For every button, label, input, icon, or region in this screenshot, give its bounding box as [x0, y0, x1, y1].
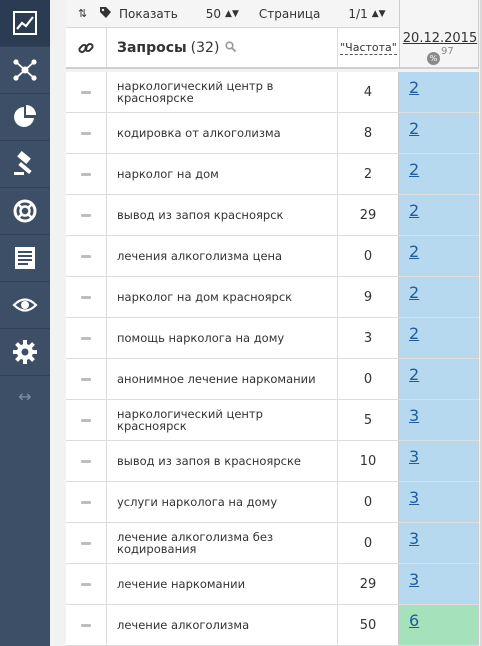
- table-row: [66, 318, 479, 359]
- sidebar-item-support[interactable]: [0, 188, 50, 235]
- date-column-header[interactable]: [399, 0, 479, 69]
- search-icon[interactable]: [225, 40, 236, 56]
- frequency-value: 8: [338, 113, 399, 153]
- position-link[interactable]: 3: [399, 523, 479, 563]
- table-header: [66, 28, 447, 69]
- row-link-toggle[interactable]: [66, 605, 107, 645]
- table-row: [66, 400, 479, 441]
- dash-icon: [81, 419, 91, 422]
- gavel-icon: [12, 151, 38, 177]
- page-label: Страница: [258, 6, 321, 21]
- row-link-toggle[interactable]: [66, 154, 107, 194]
- position-link[interactable]: 2: [399, 359, 479, 399]
- percent-value: 97: [441, 46, 454, 57]
- dash-icon: [81, 255, 91, 258]
- dash-icon: [81, 132, 91, 135]
- frequency-value: 29: [338, 564, 399, 604]
- row-link-toggle[interactable]: [66, 400, 107, 440]
- table-row: [66, 605, 479, 646]
- link-icon: [78, 40, 94, 56]
- query-text: нарколог на дом: [107, 154, 338, 194]
- query-title: Запросы: [117, 39, 187, 56]
- toolbar: [66, 0, 447, 28]
- query-text: лечение алкоголизма без кодирования: [107, 523, 338, 563]
- lifebuoy-icon: [12, 198, 38, 224]
- frequency-value: 4: [338, 72, 399, 112]
- sidebar-item-gavel[interactable]: [0, 141, 50, 188]
- frequency-label: "Частота": [340, 40, 397, 54]
- table-row: [66, 441, 479, 482]
- pie-chart-icon: [12, 104, 38, 130]
- query-column-header[interactable]: [107, 28, 338, 67]
- page-caret-icon[interactable]: ▲▼: [371, 8, 386, 19]
- query-text: нарколог на дом красноярск: [107, 277, 338, 317]
- frequency-value: 3: [338, 318, 399, 358]
- eye-icon: [12, 292, 38, 318]
- query-text: услуги нарколога на дому: [107, 482, 338, 522]
- document-list-icon: [12, 245, 38, 271]
- dash-icon: [81, 214, 91, 217]
- dash-icon: [81, 583, 91, 586]
- sort-icon[interactable]: ⇅: [78, 7, 88, 20]
- sidebar: [0, 0, 50, 646]
- sidebar-item-reports[interactable]: [0, 235, 50, 282]
- network-icon: [12, 57, 38, 83]
- per-page-select[interactable]: 50: [205, 6, 222, 21]
- dash-icon: [81, 378, 91, 381]
- query-text: помощь нарколога на дому: [107, 318, 338, 358]
- row-link-toggle[interactable]: [66, 72, 107, 112]
- query-table-body: [66, 72, 479, 646]
- row-link-toggle[interactable]: [66, 236, 107, 276]
- query-text: наркологический центр красноярск: [107, 400, 338, 440]
- position-link[interactable]: 2: [399, 277, 479, 317]
- table-row: [66, 482, 479, 523]
- position-link[interactable]: 2: [399, 195, 479, 235]
- position-link[interactable]: 6: [399, 605, 479, 645]
- sidebar-item-network[interactable]: [0, 47, 50, 94]
- table-row: [66, 113, 479, 154]
- table-row: [66, 359, 479, 400]
- dash-icon: [81, 542, 91, 545]
- frequency-value: 5: [338, 400, 399, 440]
- table-row: [66, 72, 479, 113]
- sidebar-item-settings[interactable]: [0, 329, 50, 376]
- position-link[interactable]: 2: [399, 72, 479, 112]
- table-row: [66, 236, 479, 277]
- frequency-value: 2: [338, 154, 399, 194]
- query-text: вывод из запоя в красноярске: [107, 441, 338, 481]
- link-column-header[interactable]: [66, 28, 107, 67]
- dash-icon: [81, 173, 91, 176]
- page-select[interactable]: 1/1: [348, 6, 368, 21]
- frequency-value: 10: [338, 441, 399, 481]
- resize-handle-icon[interactable]: ↔: [18, 386, 32, 406]
- dash-icon: [81, 337, 91, 340]
- row-link-toggle[interactable]: [66, 277, 107, 317]
- sidebar-item-analytics[interactable]: [0, 0, 50, 47]
- dash-icon: [81, 296, 91, 299]
- row-link-toggle[interactable]: [66, 359, 107, 399]
- frequency-value: 29: [338, 195, 399, 235]
- position-link[interactable]: 3: [399, 400, 479, 440]
- frequency-value: 50: [338, 605, 399, 645]
- table-row: [66, 154, 479, 195]
- frequency-value: 0: [338, 523, 399, 563]
- dash-icon: [81, 91, 91, 94]
- frequency-value: 0: [338, 359, 399, 399]
- row-link-toggle[interactable]: [66, 318, 107, 358]
- row-link-toggle[interactable]: [66, 564, 107, 604]
- frequency-value: 0: [338, 236, 399, 276]
- table-row: [66, 523, 479, 564]
- row-link-toggle[interactable]: [66, 113, 107, 153]
- row-link-toggle[interactable]: [66, 441, 107, 481]
- dash-icon: [81, 624, 91, 627]
- dash-icon: [81, 501, 91, 504]
- position-link[interactable]: 2: [399, 318, 479, 358]
- query-text: лечение алкоголизма: [107, 605, 338, 645]
- table-row: [66, 564, 479, 605]
- frequency-value: 9: [338, 277, 399, 317]
- query-text: вывод из запоя красноярск: [107, 195, 338, 235]
- frequency-column-header[interactable]: [338, 28, 399, 67]
- show-label: Показать: [119, 6, 178, 21]
- row-link-toggle[interactable]: [66, 482, 107, 522]
- position-link[interactable]: 2: [399, 154, 479, 194]
- sidebar-item-monitoring[interactable]: [0, 282, 50, 329]
- position-link[interactable]: 2: [399, 113, 479, 153]
- percent-icon: %: [427, 52, 440, 65]
- query-text: лечение наркомании: [107, 564, 338, 604]
- position-link[interactable]: 2: [399, 236, 479, 276]
- gear-icon: [12, 339, 38, 365]
- position-link[interactable]: 3: [399, 482, 479, 522]
- table-row: [66, 195, 479, 236]
- chart-line-icon: [12, 10, 38, 36]
- date-link[interactable]: 20.12.2015: [402, 31, 478, 46]
- position-link[interactable]: 3: [399, 564, 479, 604]
- main-panel: [50, 0, 482, 646]
- query-text: кодировка от алкоголизма: [107, 113, 338, 153]
- per-page-caret-icon[interactable]: ▲▼: [225, 8, 239, 19]
- query-text: лечения алкоголизма цена: [107, 236, 338, 276]
- table-row: [66, 277, 479, 318]
- dash-icon: [81, 460, 91, 463]
- frequency-value: 0: [338, 482, 399, 522]
- sidebar-item-pie[interactable]: [0, 94, 50, 141]
- query-text: наркологический центр в красноярске: [107, 72, 338, 112]
- query-count: (32): [190, 39, 220, 56]
- row-link-toggle[interactable]: [66, 195, 107, 235]
- row-link-toggle[interactable]: [66, 523, 107, 563]
- tag-icon: [100, 7, 111, 21]
- position-link[interactable]: 3: [399, 441, 479, 481]
- query-text: анонимное лечение наркомании: [107, 359, 338, 399]
